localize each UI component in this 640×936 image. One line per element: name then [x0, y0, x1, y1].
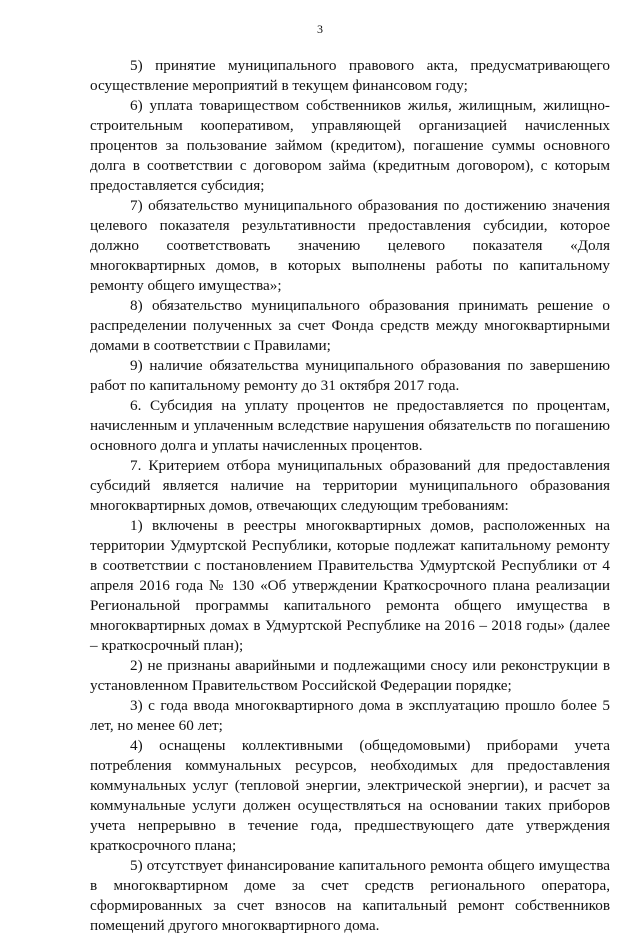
paragraph-clause-7: 7. Критерием отбора муниципальных образований для предоставления субсидий является наличие на территории муниципального образования многоквартирных домов, отвечающих следующим требованиям:	[90, 457, 610, 514]
paragraph-item-6: 6) уплата товариществом собственников жилья, жилищным, жилищно-строительным кооперативом, управляющей организацией начисленных процентов за пользование займом (кредитом), погашение суммы основного долга в соответствии с договором займа (кредитным договором), с которым предоставляется субсидия;	[90, 97, 610, 194]
paragraph-clause-6: 6. Субсидия на уплату процентов не предоставляется по процентам, начисленным и уплаченным вследствие нарушения обязательств по погашению основного долга и уплаты начисленных процентов.	[90, 397, 610, 454]
requirement-item-3: 3) с года ввода многоквартирного дома в эксплуатацию прошло более 5 лет, но менее 60 лет;	[90, 697, 610, 734]
paragraph-item-5: 5) принятие муниципального правового акта, предусматривающего осуществление мероприятий в текущем финансовом году;	[90, 57, 610, 94]
document-body	[90, 56, 610, 936]
page-number: 3	[317, 22, 323, 36]
paragraph-item-8: 8) обязательство муниципального образования принимать решение о распределении полученных за счет Фонда средств между многоквартирными домами в соответствии с Правилами;	[90, 297, 610, 354]
paragraph-item-7: 7) обязательство муниципального образования по достижению значения целевого показателя результативности предоставления субсидии, которое должно соответствовать значению целевого показателя «Доля многоквартирных домов, в которых выполнены работы по капитальному ремонту общего имущества»;	[90, 197, 610, 294]
requirement-item-4: 4) оснащены коллективными (общедомовыми) приборами учета потребления коммунальных ресурсов, необходимых для предоставления коммунальных услуг (тепловой энергии, электрической энергии), и расчет за коммунальные услуги должен осуществляться на основании таких приборов учета непрерывно в течение года, предшествующего дате утверждения краткосрочного плана;	[90, 737, 610, 854]
requirement-item-5: 5) отсутствует финансирование капитального ремонта общего имущества в многоквартирном доме за счет средств регионального оператора, сформированных за счет взносов на капитальный ремонт собственников помещений другого многоквартирного дома.	[90, 857, 610, 934]
requirement-item-2: 2) не признаны аварийными и подлежащими сносу или реконструкции в установленном Правительством Российской Федерации порядке;	[90, 657, 610, 694]
paragraph-item-9: 9) наличие обязательства муниципального образования по завершению работ по капитальному ремонту до 31 октября 2017 года.	[90, 357, 610, 394]
requirement-item-1: 1) включены в реестры многоквартирных домов, расположенных на территории Удмуртской Республики, которые подлежат капитальному ремонту в соответствии с постановлением Правительства Удмуртской Республики от 4 апреля 2016 года № 130 «Об утверждении Краткосрочного плана реализации Региональной программы капитального ремонта общего имущества в многоквартирных домах в Удмуртской Республике на 2016 – 2018 годы» (далее – краткосрочный план);	[90, 517, 610, 654]
